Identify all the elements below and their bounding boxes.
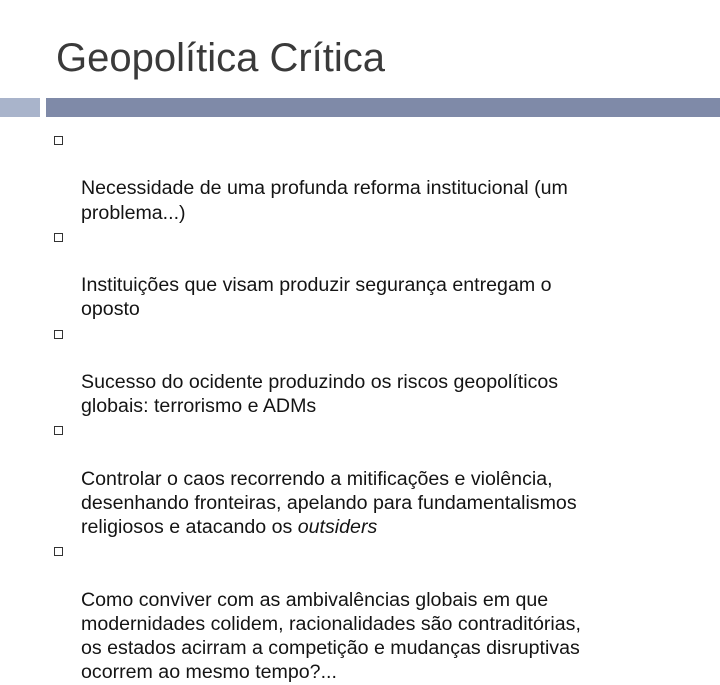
square-outline-bullet-icon <box>54 426 63 435</box>
bullet-item-control-chaos <box>54 418 694 539</box>
title-rule-accent <box>0 98 40 117</box>
bullet-item-west-success-risks <box>54 322 694 419</box>
bullet-item-institutional-reform <box>54 128 694 225</box>
bullet-text: Instituições que visam produzir segurança entregam o oposto <box>81 274 552 321</box>
bullet-text: Controlar o caos recorrendo a mitificações e violência, desenhando fronteiras, apelando para fundamentalismos religiosos e atacando os <box>81 467 577 539</box>
bullet-item-security-institutions <box>54 225 694 322</box>
square-outline-bullet-icon <box>54 136 63 145</box>
bullet-list <box>54 128 694 685</box>
bullet-item-global-ambivalences <box>54 539 694 684</box>
bullet-emphasis-outsiders: outsiders <box>297 516 378 539</box>
bullet-text: Sucesso do ocidente produzindo os riscos geopolíticos globais: terrorismo e ADMs <box>81 371 559 418</box>
square-outline-bullet-icon <box>54 330 63 339</box>
bullet-text: Como conviver com as ambivalências globais em que modernidades colidem, racionalidades são contraditórias, os estados acirram a competição e mudanças disruptivas ocorrem ao mesmo tempo?... <box>81 588 581 684</box>
bullet-text: Necessidade de uma profunda reforma institucional (um problema...) <box>81 177 568 224</box>
title-rule-bar <box>46 98 720 117</box>
square-outline-bullet-icon <box>54 233 63 242</box>
square-outline-bullet-icon <box>54 547 63 556</box>
slide-title: Geopolítica Crítica <box>56 36 386 80</box>
